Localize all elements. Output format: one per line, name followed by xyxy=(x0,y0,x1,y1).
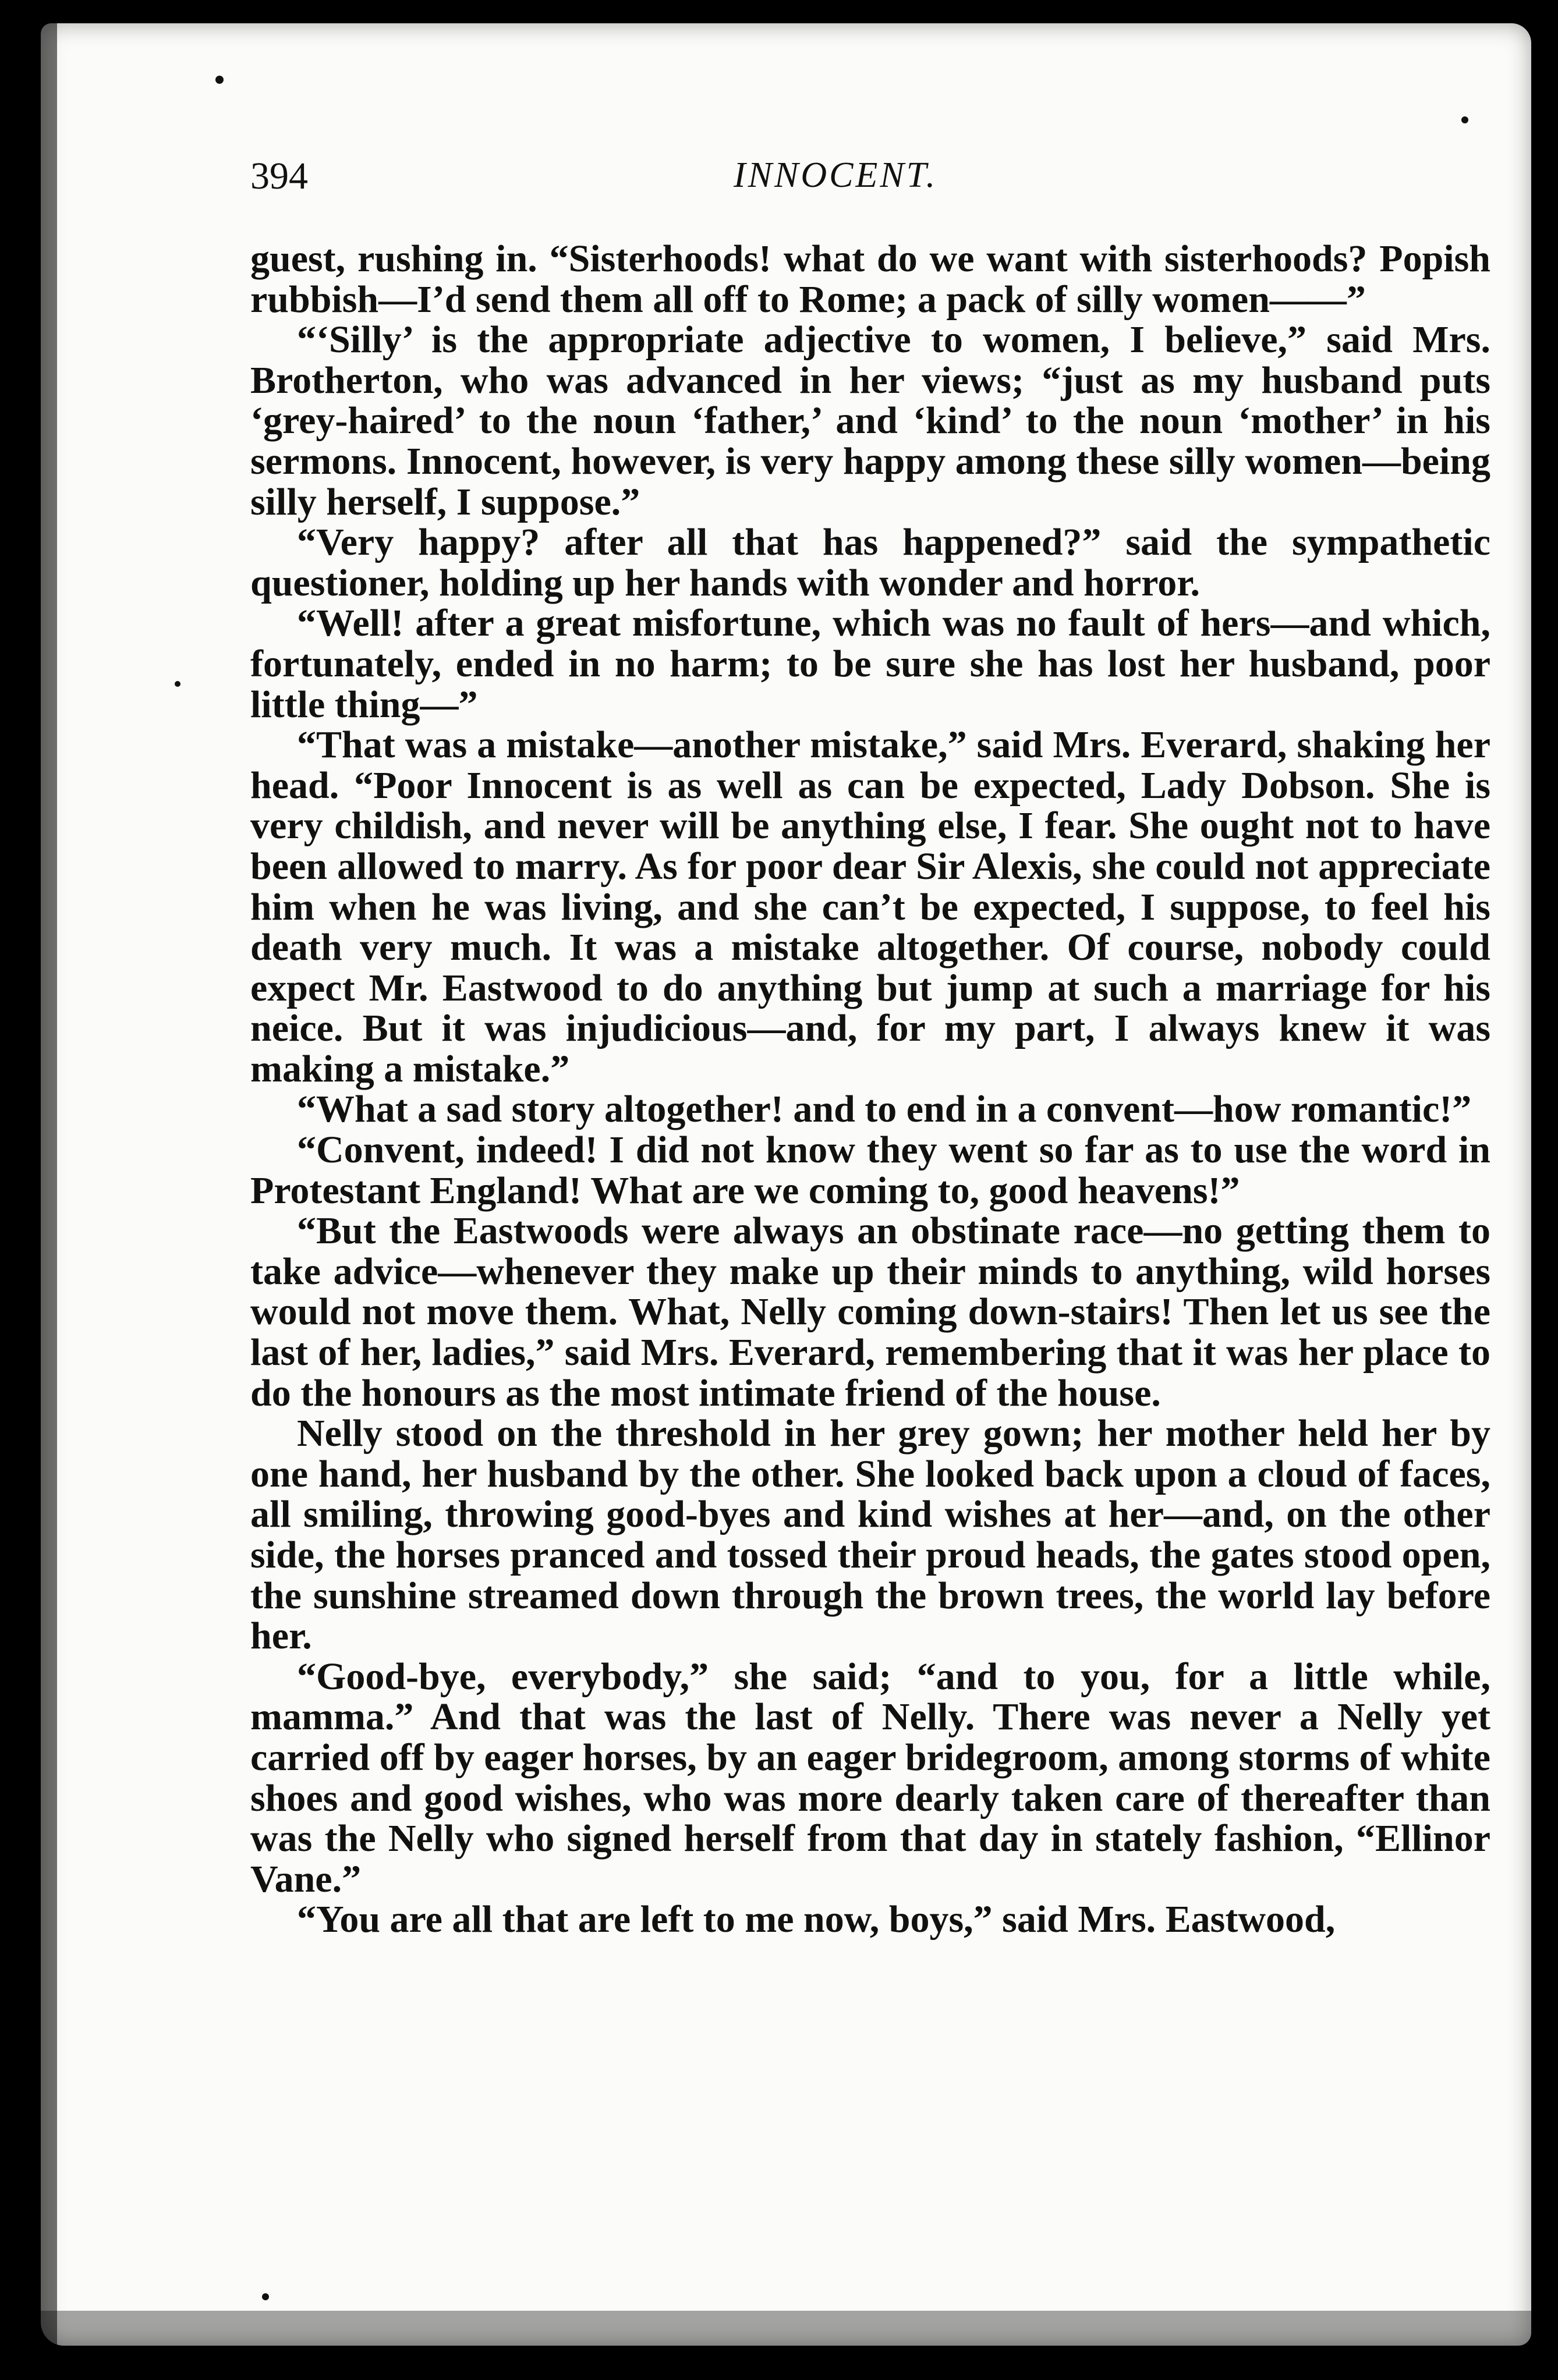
running-title: INNOCENT. xyxy=(734,155,938,195)
paragraph: guest, rushing in. “Sisterhoods! what do we want with sisterhoods? Popish rubbish—I’d send them all off to Rome; a pack of silly women——” xyxy=(250,237,1490,321)
paragraph: “Good-bye, everybody,” she said; “and to you, for a little while, mamma.” And that was the last of Nelly. There was never a Nelly yet carried off by eager horses, by an eager bridegroom, among storms of white shoes and good wishes, who was more dearly taken care of thereafter than was the Nelly who signed herself from that day in stately fashion, “Ellinor Vane.” xyxy=(250,1655,1491,1900)
paragraph: “Well! after a great misfortune, which was no fault of hers—and which, fortunately, ended in no harm; to be sure she has lost her husband, poor little thing—” xyxy=(250,602,1490,726)
paragraph: “Very happy? after all that has happened?” said the sympathetic questioner, holding up her hands with wonder and horror. xyxy=(250,521,1490,604)
paragraph: “You are all that are left to me now, boys,” said Mrs. Eastwood, xyxy=(297,1898,1336,1941)
bottom-edge-shadow xyxy=(41,2311,1531,2346)
body-text xyxy=(250,239,1490,1940)
paragraph: “‘Silly’ is the appropriate adjective to women, I believe,” said Mrs. Brotherton, who was advanced in her views; “just as my husband puts ‘grey-haired’ to the noun ‘father,’ and ‘kind’ to the noun ‘mother’ in his sermons. Innocent, however, is very happy among these silly women—being silly herself, I suppose.” xyxy=(250,318,1490,523)
paragraph: “What a sad story altogether! and to end in a convent—how romantic!” xyxy=(297,1088,1472,1131)
ink-speck xyxy=(215,76,224,84)
left-edge-shadow xyxy=(41,23,57,2346)
paragraph: “But the Eastwoods were always an obstinate race—no getting them to take advice—whenever they make up their minds to anything, wild horses would not move them. What, Nelly coming down-stairs! Then let us see the last of her, ladies,” said Mrs. Everard, remembering that it was her place to do the honours as the most intimate friend of the house. xyxy=(250,1209,1490,1414)
page-content xyxy=(250,157,1490,1940)
paragraph: “That was a mistake—another mistake,” said Mrs. Everard, shaking her head. “Poor Innocent is as well as can be expected, Lady Dobson. She is very childish, and never will be anything else, I fear. She ought not to have been allowed to marry. As for poor dear Sir Alexis, she could not appreciate him when he was living, and she can’t be expected, I suppose, to feel his death very much. It was a mistake altogether. Of course, nobody could expect Mr. Eastwood to do anything but jump at such a marriage for his neice. But it was injudicious—and, for my part, I always knew it was making a mistake.” xyxy=(250,723,1490,1090)
ink-speck xyxy=(175,681,180,687)
ink-speck xyxy=(262,2293,269,2300)
page-header xyxy=(250,157,1490,221)
paragraph: Nelly stood on the threshold in her grey gown; her mother held her by one hand, her husband by the other. She looked back upon a cloud of faces, all smiling, throwing good-byes and kind wishes at her—and, on the other side, the horses pranced and tossed their proud heads, the gates stood open, the sunshine streamed down through the brown trees, the world lay before her. xyxy=(250,1412,1490,1658)
paragraph: “Convent, indeed! I did not know they went so far as to use the word in Protestant England! What are we coming to, good heavens!” xyxy=(250,1129,1490,1212)
page-number: 394 xyxy=(250,155,308,197)
ink-speck xyxy=(1461,116,1468,123)
